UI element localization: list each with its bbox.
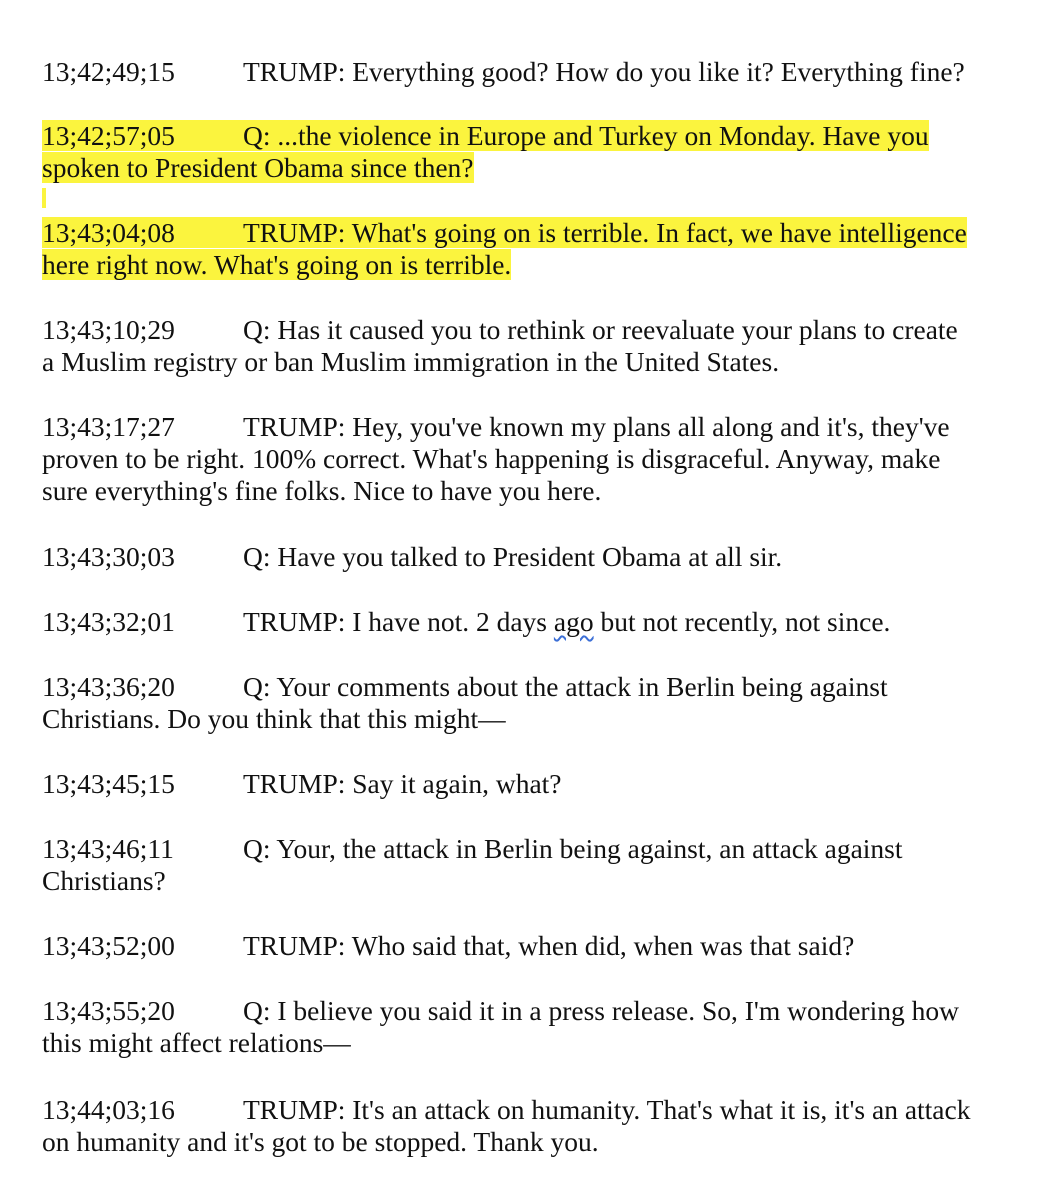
spellcheck-flagged-word[interactable]: ago bbox=[553, 606, 594, 637]
timestamp: 13;43;17;27 bbox=[42, 411, 175, 442]
transcript-entry-highlighted bbox=[42, 217, 1002, 281]
entry-line: Q: Has it caused you to rethink or reevaluate your plans to create bbox=[243, 314, 958, 345]
highlight-gap-mark bbox=[42, 188, 46, 208]
transcript-entry bbox=[42, 314, 1002, 378]
transcript-entry bbox=[42, 671, 1002, 735]
transcript-entry bbox=[42, 1094, 1002, 1158]
entry-line: Q: I believe you said it in a press release. So, I'm wondering how bbox=[243, 995, 959, 1026]
entry-line: Christians? bbox=[42, 865, 166, 896]
timestamp: 13;43;55;20 bbox=[42, 995, 175, 1026]
entry-line: Q: Your comments about the attack in Berlin being against bbox=[243, 671, 888, 702]
entry-line: this might affect relations— bbox=[42, 1027, 351, 1058]
transcript-entry bbox=[42, 833, 1002, 897]
transcript-entry bbox=[42, 930, 1002, 962]
entry-line: Christians. Do you think that this might— bbox=[42, 703, 506, 734]
timestamp: 13;43;04;08 bbox=[42, 217, 175, 248]
entry-line: TRUMP: Who said that, when did, when was that said? bbox=[243, 930, 855, 961]
entry-line: TRUMP: Hey, you've known my plans all along and it's, they've bbox=[243, 411, 950, 442]
transcript-entry bbox=[42, 541, 1002, 573]
transcript-entry bbox=[42, 411, 1002, 507]
timestamp: 13;43;52;00 bbox=[42, 930, 175, 961]
timestamp: 13;44;03;16 bbox=[42, 1094, 175, 1125]
entry-line: Q: Your, the attack in Berlin being against, an attack against bbox=[243, 833, 903, 864]
transcript-entry bbox=[42, 56, 1002, 88]
entry-line: a Muslim registry or ban Muslim immigration in the United States. bbox=[42, 346, 780, 377]
entry-line: spoken to President Obama since then? bbox=[42, 152, 474, 183]
entry-line: here right now. What's going on is terrible. bbox=[42, 249, 512, 280]
entry-line: on humanity and it's got to be stopped. Thank you. bbox=[42, 1126, 599, 1157]
timestamp: 13;43;36;20 bbox=[42, 671, 175, 702]
timestamp: 13;43;32;01 bbox=[42, 606, 175, 637]
transcript-entry bbox=[42, 995, 1002, 1059]
timestamp: 13;43;30;03 bbox=[42, 541, 175, 572]
transcript-entry bbox=[42, 768, 1002, 800]
entry-line-start: TRUMP: I have not. 2 days bbox=[243, 606, 554, 637]
timestamp: 13;42;57;05 bbox=[42, 120, 175, 151]
entry-line-end: but not recently, not since. bbox=[593, 606, 891, 637]
timestamp: 13;43;10;29 bbox=[42, 314, 175, 345]
timestamp: 13;43;45;15 bbox=[42, 768, 175, 799]
timestamp: 13;42;49;15 bbox=[42, 56, 175, 87]
entry-line: TRUMP: Say it again, what? bbox=[243, 768, 562, 799]
entry-line: TRUMP: Everything good? How do you like it? Everything fine? bbox=[243, 56, 965, 87]
transcript-entry bbox=[42, 606, 1002, 638]
entry-line: Q: Have you talked to President Obama at all sir. bbox=[243, 541, 783, 572]
entry-line: TRUMP: It's an attack on humanity. That's what it is, it's an attack bbox=[243, 1094, 971, 1125]
timestamp: 13;43;46;11 bbox=[42, 833, 174, 864]
entry-line: TRUMP: What's going on is terrible. In fact, we have intelligence bbox=[243, 217, 967, 248]
entry-line: sure everything's fine folks. Nice to have you here. bbox=[42, 475, 602, 506]
entry-line: Q: ...the violence in Europe and Turkey on Monday. Have you bbox=[243, 120, 929, 151]
transcript-entry-highlighted bbox=[42, 120, 1002, 184]
entry-line: proven to be right. 100% correct. What's happening is disgraceful. Anyway, make bbox=[42, 443, 941, 474]
